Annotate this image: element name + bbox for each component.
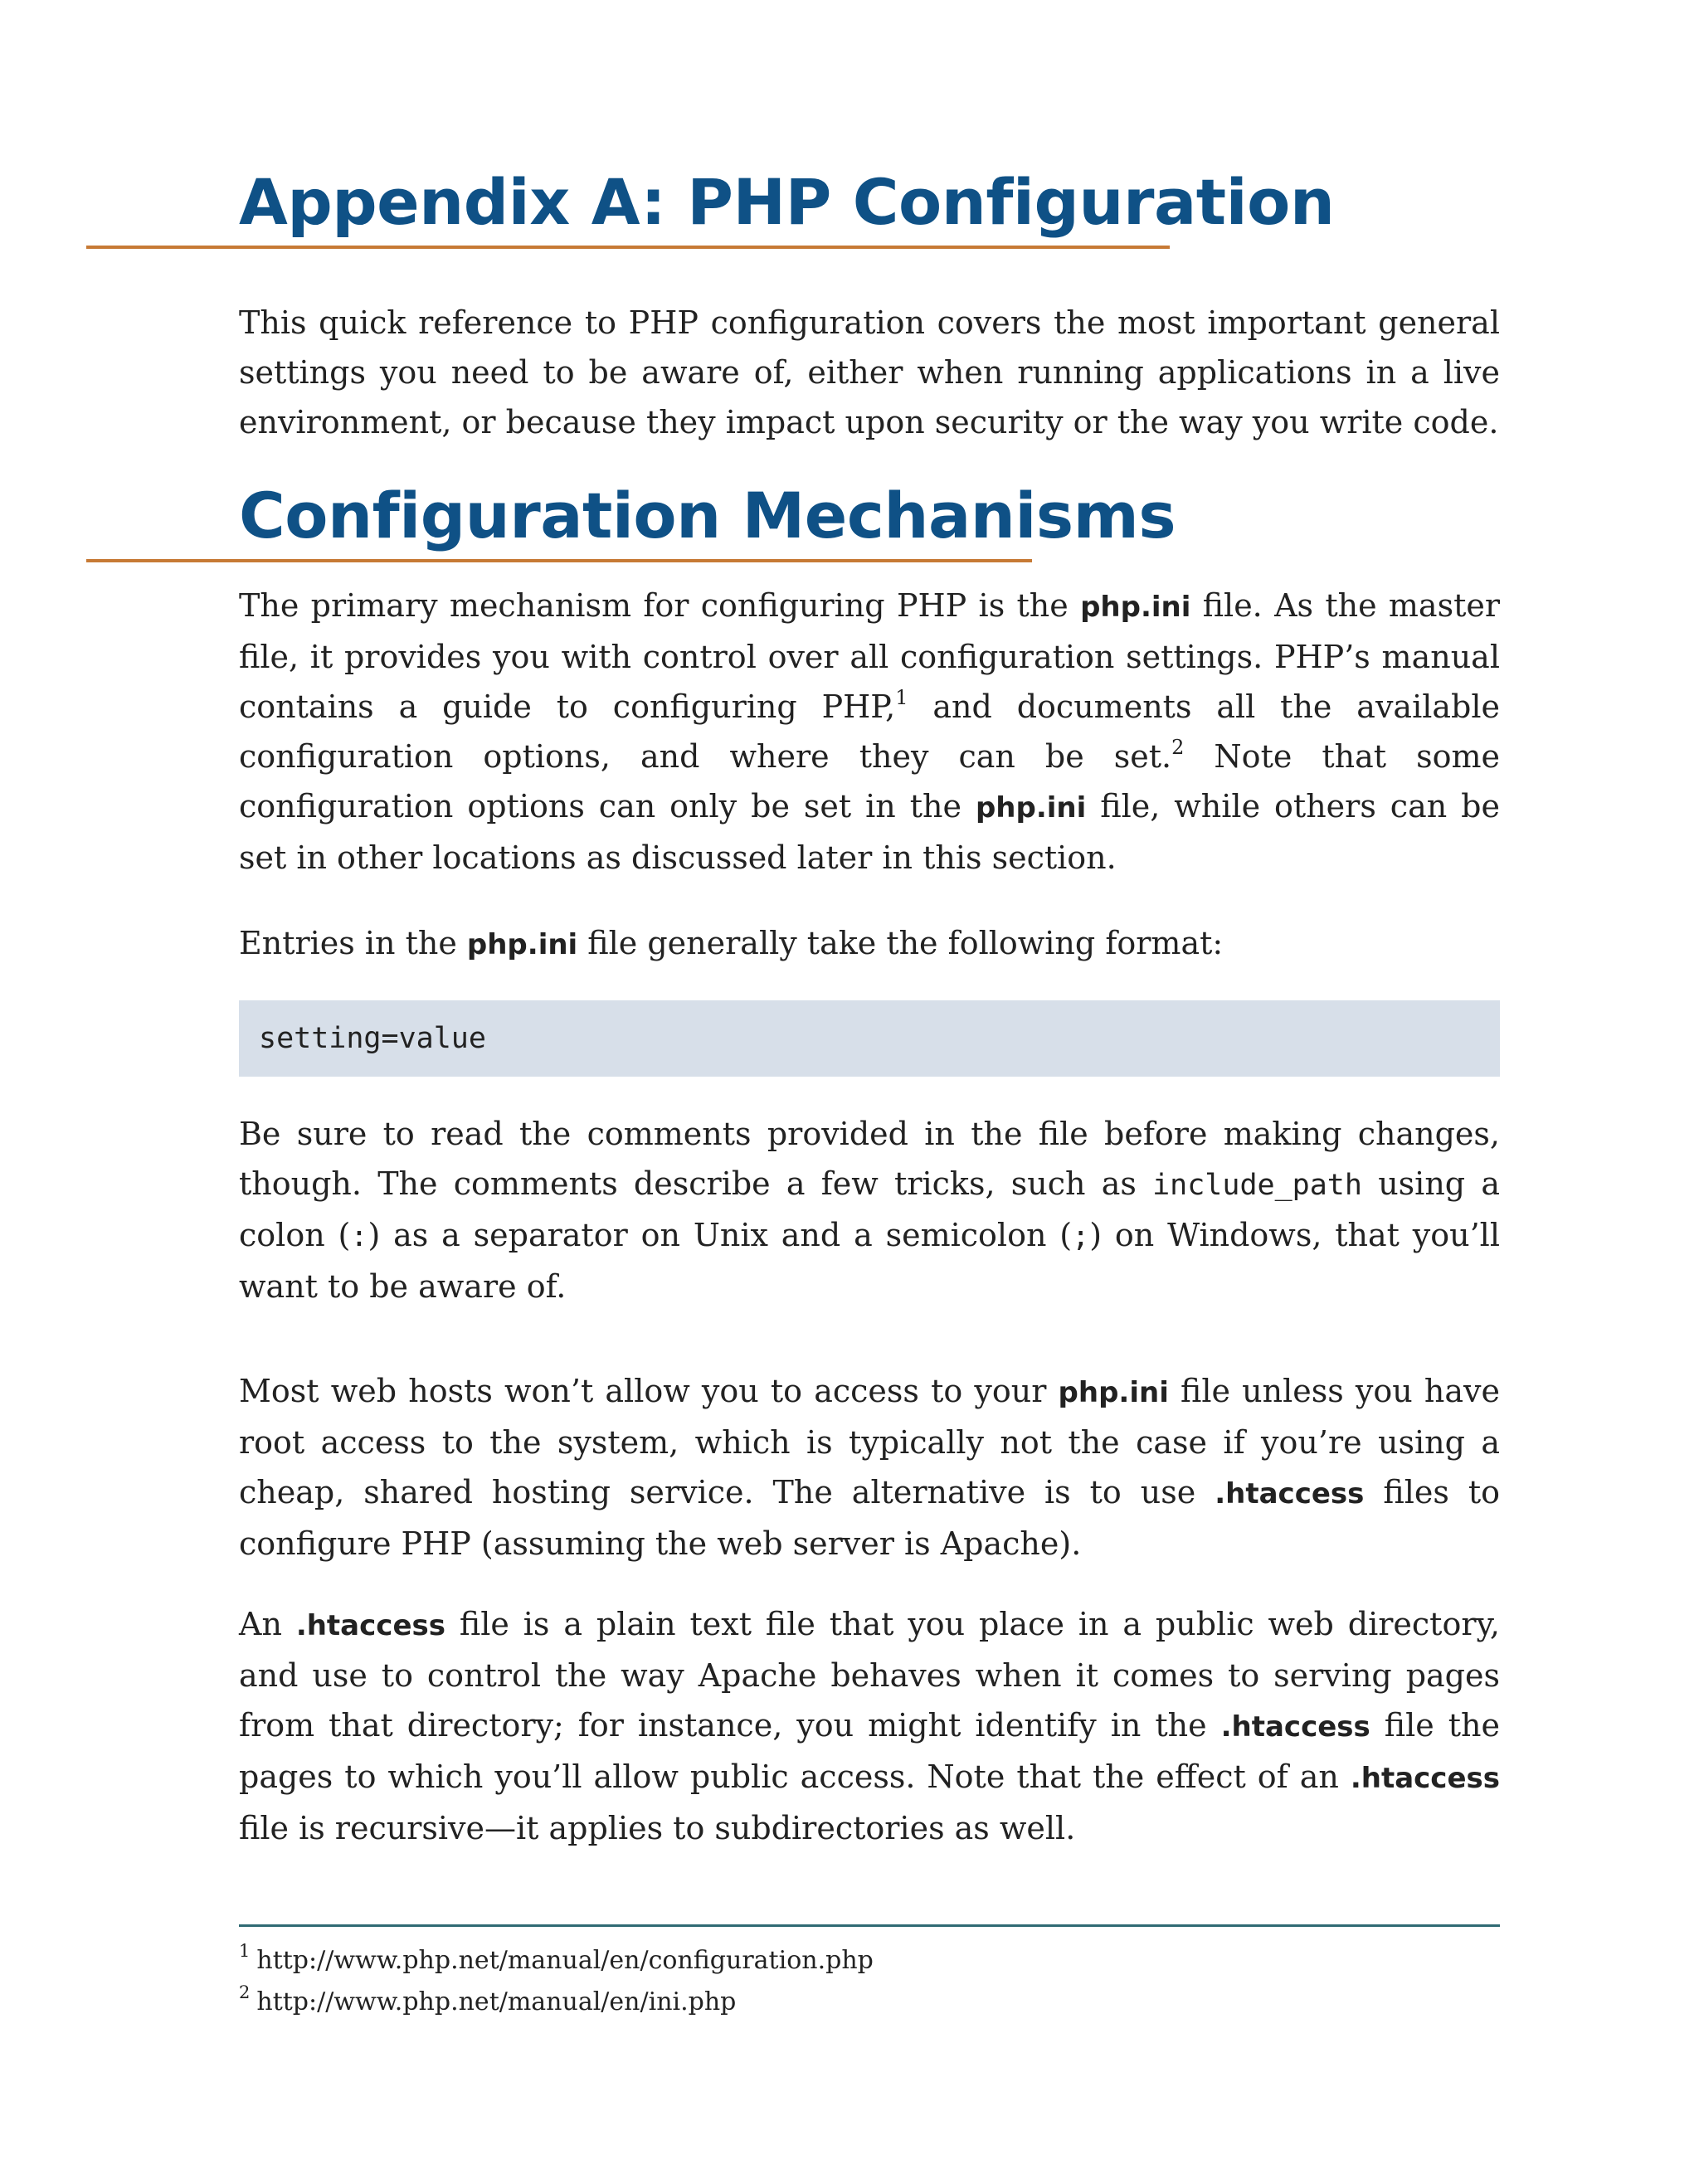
mechanisms-heading: Configuration Mechanisms	[239, 479, 1176, 552]
text-run: files to configure PHP (assuming the web server is Apache).	[239, 1474, 1500, 1562]
intro-paragraph: This quick reference to PHP configuration covers the most important general settings you need to be aware of, either when running applications in a live environment, or because they impact upon security or the way you write code.	[239, 304, 1500, 440]
appendix-heading: Appendix A: PHP Configuration	[239, 165, 1335, 239]
entries-paragraph	[239, 918, 1500, 970]
text-run: using a colon (	[239, 1165, 1500, 1253]
code-include-path: include_path	[1152, 1169, 1362, 1202]
filename-htaccess: .htaccess	[1215, 1477, 1365, 1510]
heading-underline	[86, 246, 1170, 249]
text-run: The primary mechanism for configuring PHP is the	[239, 587, 1081, 624]
web-hosts-paragraph	[239, 1366, 1500, 1569]
text-run: file the pages to which you’ll allow public access. Note that the effect of an	[239, 1707, 1500, 1795]
filename-php-ini: php.ini	[1080, 591, 1191, 624]
htaccess-paragraph	[239, 1599, 1500, 1853]
text-run: Be sure to read the comments provided in the file before making changes, though. The comments describe a few tricks, such as	[239, 1116, 1500, 1202]
filename-php-ini: php.ini	[1058, 1376, 1169, 1409]
footnote-mark: 1	[239, 1941, 251, 1961]
text-run: file generally take the following format:	[577, 925, 1224, 961]
code-colon: :	[350, 1220, 368, 1253]
text-run: file is recursive—it applies to subdirectories as well.	[239, 1810, 1076, 1846]
code-block	[239, 1000, 1500, 1077]
footnote-separator	[239, 1924, 1500, 1927]
footnote-url[interactable]: http://www.php.net/manual/en/ini.php	[256, 1987, 737, 2016]
filename-htaccess: .htaccess	[1220, 1710, 1370, 1744]
footnote-url[interactable]: http://www.php.net/manual/en/configuration.php	[256, 1946, 874, 1975]
filename-php-ini: php.ini	[466, 928, 578, 961]
filename-htaccess: .htaccess	[1350, 1762, 1500, 1795]
footnote-2	[239, 1982, 737, 2019]
heading-underline	[86, 559, 1032, 562]
text-run: ) as a separator on Unix and a semicolon (	[368, 1217, 1073, 1253]
comments-paragraph	[239, 1109, 1500, 1311]
code-semicolon: ;	[1072, 1220, 1090, 1253]
filename-php-ini: php.ini	[975, 791, 1087, 824]
text-run: ) on Windows, that you’ll want to be aware of.	[239, 1217, 1500, 1305]
text-run: An	[239, 1606, 296, 1642]
footnote-1	[239, 1941, 874, 1977]
filename-htaccess: .htaccess	[295, 1609, 445, 1642]
footnote-ref-2: 2	[1171, 736, 1185, 759]
footnote-ref-1: 1	[895, 686, 908, 709]
text-run: and documents all the available configuration options, and where they can be set.	[239, 688, 1500, 775]
text-run: file, while others can be set in other locations as discussed later in this section.	[239, 788, 1500, 876]
text-run: Entries in the	[239, 925, 467, 961]
code-text: setting=value	[259, 1022, 486, 1055]
text-run: Note that some configuration options can only be set in the	[239, 738, 1500, 824]
text-run: file is a plain text file that you place in a public web directory, and use to control the way Apache behaves when it comes to serving pages from that directory; for instance, you might identify in the	[239, 1606, 1500, 1744]
primary-mechanism-paragraph	[239, 581, 1500, 883]
footnote-mark: 2	[239, 1982, 251, 2002]
text-run: file. As the master file, it provides you with control over all configuration settings. PHP’s manual contains a guide to configuring PHP,	[239, 587, 1500, 725]
text-run: Most web hosts won’t allow you to access to your	[239, 1373, 1059, 1409]
text-run: file unless you have root access to the system, which is typically not the case if you’re using a cheap, shared hosting service. The alternative is to use	[239, 1373, 1500, 1510]
